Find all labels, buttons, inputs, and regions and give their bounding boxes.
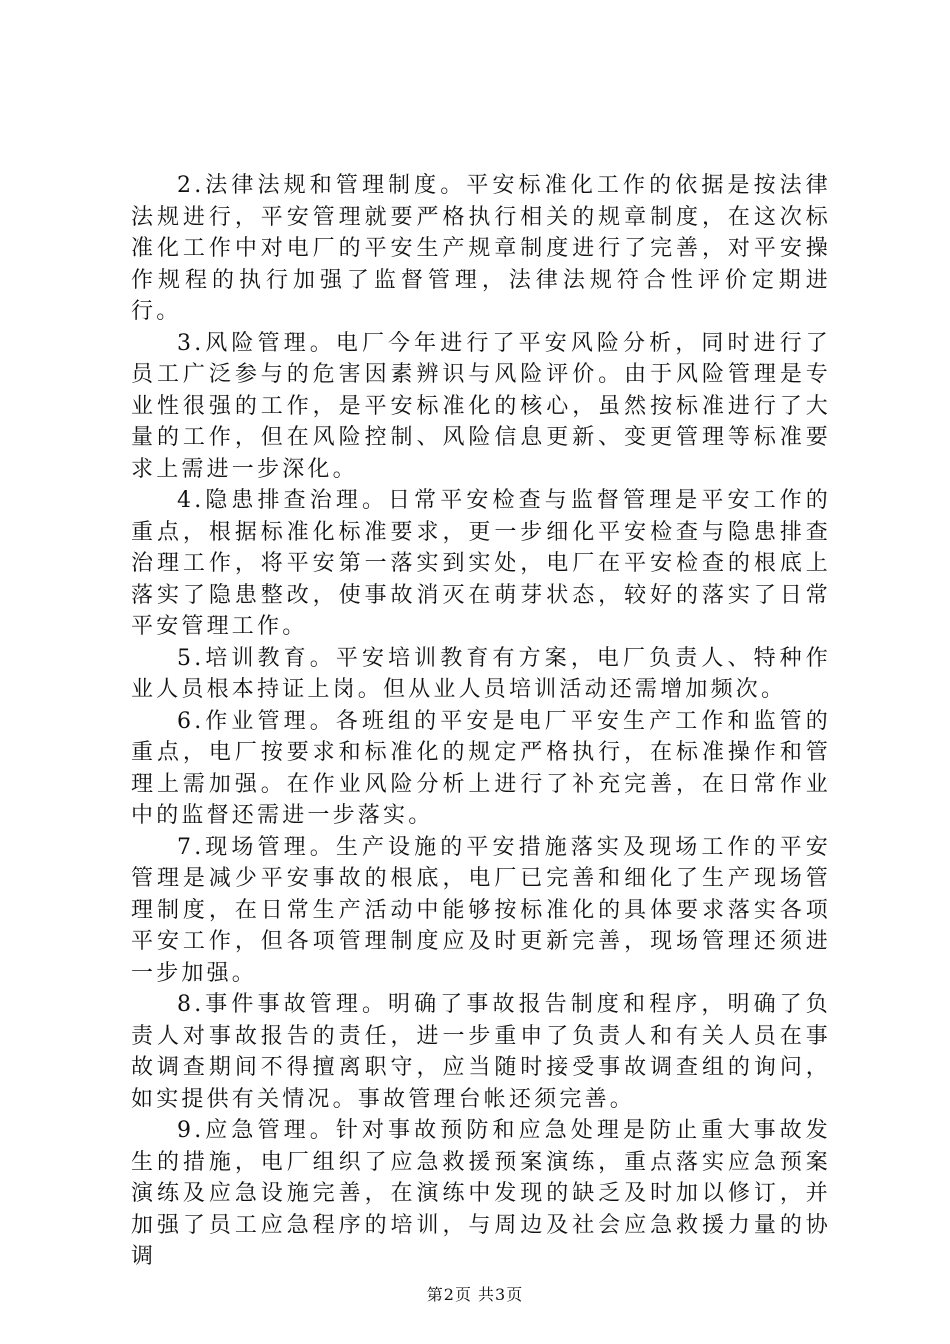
document-body bbox=[131, 170, 831, 1273]
paragraph-emergency-management: 9.应急管理。针对事故预防和应急处理是防止重大事故发生的措施，电厂组织了应急救援预案演练，重点落实应急预案演练及应急设施完善，在演练中发现的缺乏及时加以修订，并加强了员工应急程序的培训，与周边及社会应急救援力量的协调 bbox=[131, 1118, 831, 1269]
paragraph-legal-regulations: 2.法律法规和管理制度。平安标准化工作的依据是按法律法规进行，平安管理就要严格执行相关的规章制度，在这次标准化工作中对电厂的平安生产规章制度进行了完善，对平安操作规程的执行加强了监督管理，法律法规符合性评价定期进行。 bbox=[131, 173, 831, 324]
page-number-footer: 第2页 共3页 bbox=[426, 1285, 524, 1304]
paragraph-operation-management: 6.作业管理。各班组的平安是电厂平安生产工作和监管的重点，电厂按要求和标准化的规定严格执行，在标准操作和管理上需加强。在作业风险分析上进行了补充完善，在日常作业中的监督还需进一步落实。 bbox=[131, 708, 831, 828]
paragraph-hazard-inspection: 4.隐患排查治理。日常平安检查与监督管理是平安工作的重点，根据标准化标准要求，更一步细化平安检查与隐患排查治理工作，将平安第一落实到实处，电厂在平安检查的根底上落实了隐患整改，使事故消灭在萌芽状态，较好的落实了日常平安管理工作。 bbox=[131, 488, 831, 639]
paragraph-site-management: 7.现场管理。生产设施的平安措施落实及现场工作的平安管理是减少平安事故的根底，电厂已完善和细化了生产现场管理制度，在日常生产活动中能够按标准化的具体要求落实各项平安工作，但各项管理制度应及时更新完善，现场管理还须进一步加强。 bbox=[131, 834, 831, 986]
paragraph-risk-management: 3.风险管理。电厂今年进行了平安风险分析，同时进行了员工广泛参与的危害因素辨识与风险评价。由于风险管理是专业性很强的工作，是平安标准化的核心，虽然按标准进行了大量的工作，但在风险控制、风险信息更新、变更管理等标准要求上需进一步深化。 bbox=[131, 330, 831, 482]
paragraph-incident-management: 8.事件事故管理。明确了事故报告制度和程序，明确了负责人对事故报告的责任，进一步重申了负责人和有关人员在事故调查期间不得擅离职守，应当随时接受事故调查组的询问，如实提供有关情况。事故管理台帐还须完善。 bbox=[131, 992, 831, 1112]
paragraph-training-education: 5.培训教育。平安培训教育有方案，电厂负责人、特种作业人员根本持证上岗。但从业人员培训活动还需增加频次。 bbox=[131, 645, 831, 702]
